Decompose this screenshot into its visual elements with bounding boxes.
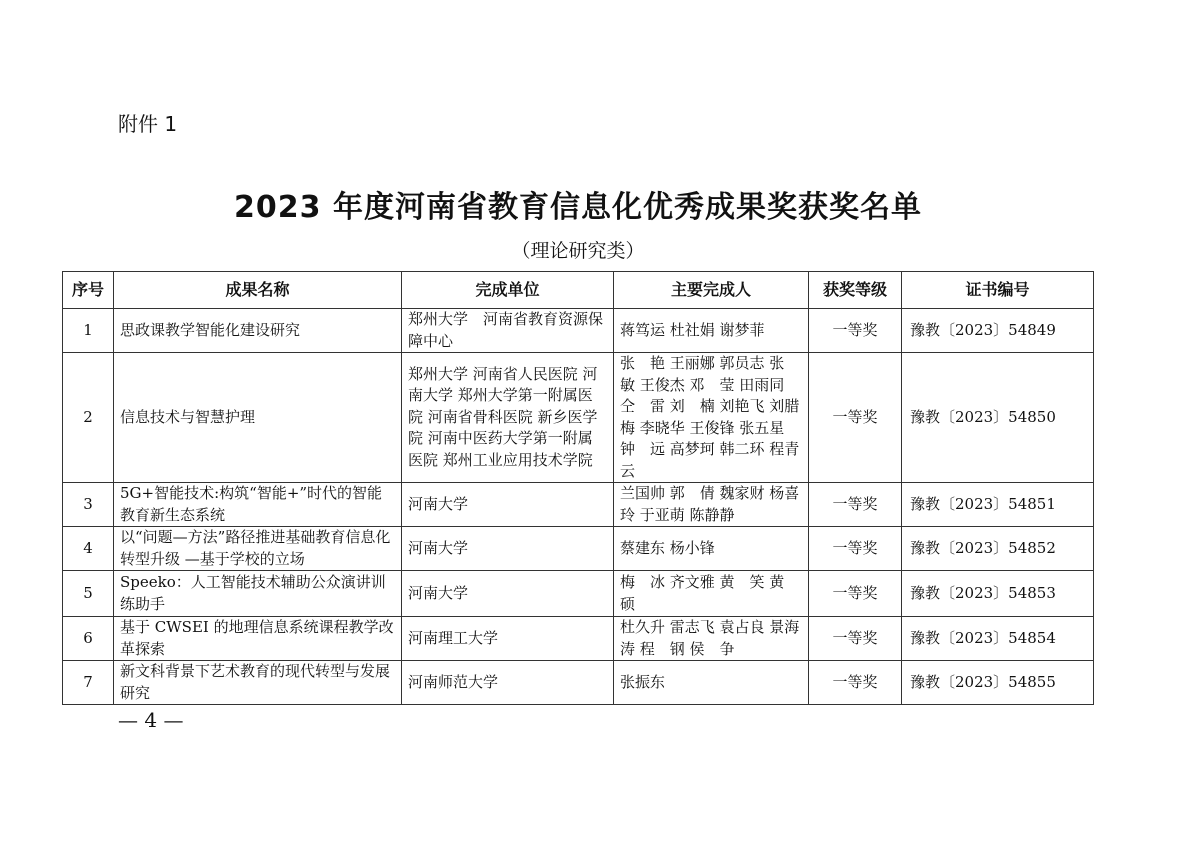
row-unit: 河南大学 <box>402 527 614 571</box>
table-header-row <box>63 272 1094 309</box>
row-unit: 河南师范大学 <box>402 661 614 705</box>
table-row <box>63 617 1094 661</box>
table-row <box>63 571 1094 617</box>
row-no: 6 <box>63 617 114 661</box>
row-unit: 郑州大学 河南省教育资源保障中心 <box>402 309 614 353</box>
document-title: 2023 年度河南省教育信息化优秀成果奖获奖名单 <box>234 190 922 225</box>
row-unit: 郑州大学 河南省人民医院 河南大学 郑州大学第一附属医院 河南省骨科医院 新乡医学院 河南中医药大学第一附属医院 郑州工业应用技术学院 <box>402 353 614 483</box>
award-table <box>62 271 1094 705</box>
row-cert: 豫教〔2023〕54850 <box>902 353 1094 483</box>
row-cert: 豫教〔2023〕54854 <box>902 617 1094 661</box>
row-name: Speeko：人工智能技术辅助公众演讲训练助手 <box>114 571 402 617</box>
row-no: 7 <box>63 661 114 705</box>
document-subtitle: （理论研究类） <box>511 240 645 262</box>
row-unit: 河南大学 <box>402 571 614 617</box>
row-cert: 豫教〔2023〕54852 <box>902 527 1094 571</box>
attachment-label: 附件 1 <box>118 112 178 136</box>
row-no: 4 <box>63 527 114 571</box>
row-level: 一等奖 <box>809 617 902 661</box>
row-people: 张 艳 王丽娜 郭员志 张 敏 王俊杰 邓 莹 田雨同 仝 雷 刘 楠 刘艳飞 刘腊梅 李晓华 王俊锋 张五星 钟 远 高梦珂 韩二环 程青云 <box>614 353 809 483</box>
row-people: 梅 冰 齐文雅 黄 笑 黄 硕 <box>614 571 809 617</box>
row-no: 3 <box>63 483 114 527</box>
row-people: 蒋笃运 杜社娟 谢梦菲 <box>614 309 809 353</box>
row-cert: 豫教〔2023〕54855 <box>902 661 1094 705</box>
row-people: 杜久升 雷志飞 袁占良 景海涛 程 钢 侯 争 <box>614 617 809 661</box>
row-no: 5 <box>63 571 114 617</box>
header-cert: 证书编号 <box>902 272 1094 309</box>
row-name: 信息技术与智慧护理 <box>114 353 402 483</box>
row-name: 基于 CWSEI 的地理信息系统课程教学改革探索 <box>114 617 402 661</box>
row-name: 5G+智能技术:构筑“智能+”时代的智能教育新生态系统 <box>114 483 402 527</box>
row-no: 1 <box>63 309 114 353</box>
row-unit: 河南大学 <box>402 483 614 527</box>
row-unit: 河南理工大学 <box>402 617 614 661</box>
row-name: 新文科背景下艺术教育的现代转型与发展研究 <box>114 661 402 705</box>
table-row <box>63 483 1094 527</box>
row-level: 一等奖 <box>809 309 902 353</box>
row-people: 张振东 <box>614 661 809 705</box>
table-row <box>63 527 1094 571</box>
row-name: 以“问题—方法”路径推进基础教育信息化转型升级 —基于学校的立场 <box>114 527 402 571</box>
row-level: 一等奖 <box>809 527 902 571</box>
table-row <box>63 309 1094 353</box>
header-people: 主要完成人 <box>614 272 809 309</box>
row-cert: 豫教〔2023〕54849 <box>902 309 1094 353</box>
table-row <box>63 661 1094 705</box>
row-cert: 豫教〔2023〕54851 <box>902 483 1094 527</box>
header-unit: 完成单位 <box>402 272 614 309</box>
row-people: 蔡建东 杨小锋 <box>614 527 809 571</box>
header-name: 成果名称 <box>114 272 402 309</box>
row-level: 一等奖 <box>809 661 902 705</box>
row-level: 一等奖 <box>809 571 902 617</box>
row-level: 一等奖 <box>809 353 902 483</box>
row-people: 兰国帅 郭 倩 魏家财 杨喜玲 于亚萌 陈静静 <box>614 483 809 527</box>
header-no: 序号 <box>63 272 114 309</box>
header-level: 获奖等级 <box>809 272 902 309</box>
row-cert: 豫教〔2023〕54853 <box>902 571 1094 617</box>
page-number: — 4 — <box>118 708 184 732</box>
table-row <box>63 353 1094 483</box>
row-name: 思政课教学智能化建设研究 <box>114 309 402 353</box>
row-no: 2 <box>63 353 114 483</box>
row-level: 一等奖 <box>809 483 902 527</box>
